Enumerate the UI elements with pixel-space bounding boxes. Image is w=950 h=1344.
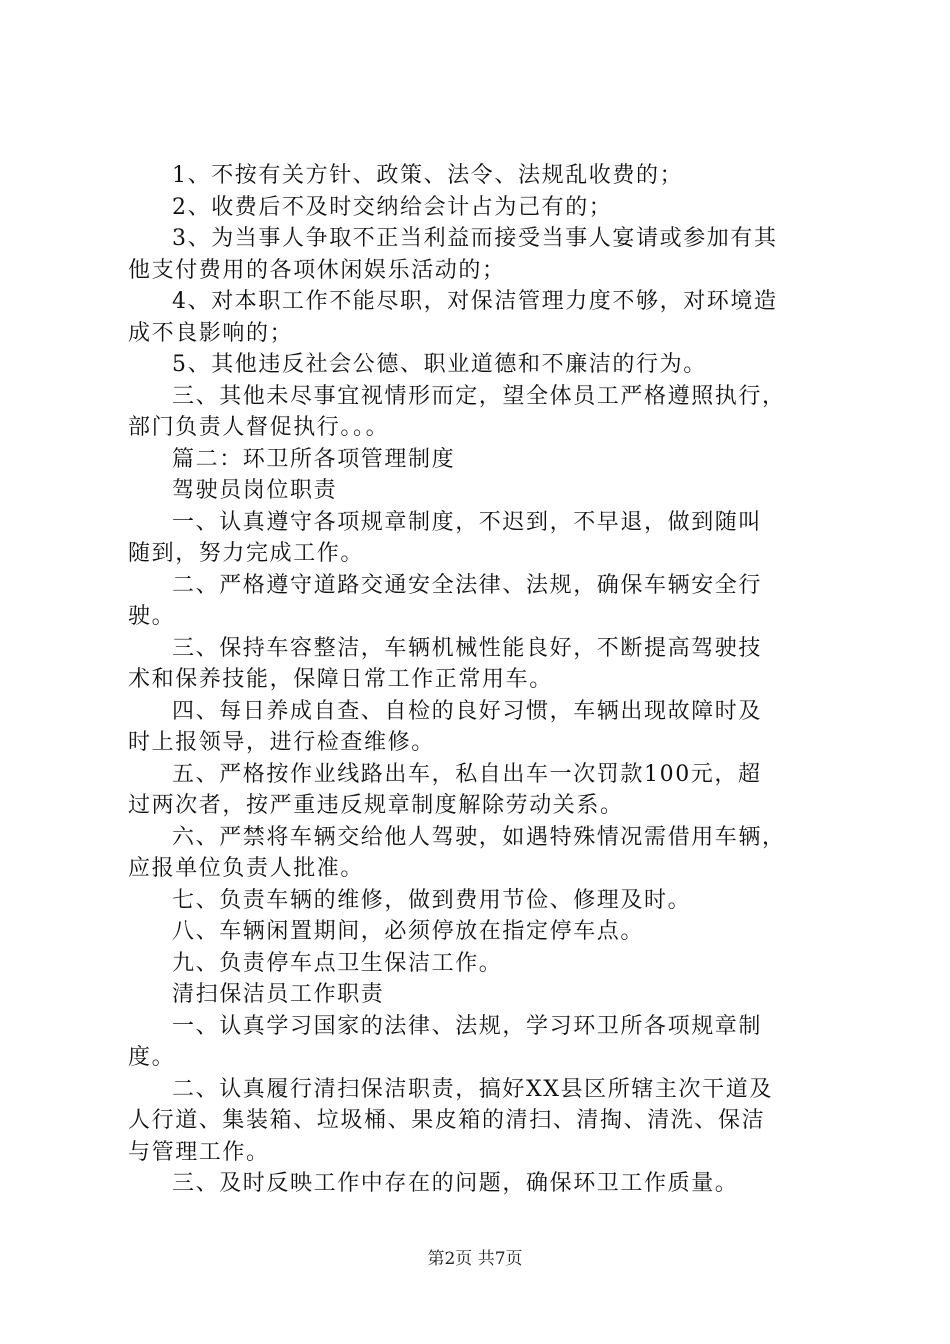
text-line: 清扫保洁员工作职责 [172, 982, 385, 1007]
text-line: 四、每日养成自查、自检的良好习惯，车辆出现故障时及 [172, 698, 763, 724]
text-line: 术和保养技能，保障日常工作正常用车。 [128, 667, 553, 692]
text-line: 时上报领导，进行检查维修。 [128, 730, 435, 755]
text-line: 5、其他违反社会公德、职业道德和不廉洁的行为。 [172, 352, 707, 377]
text-line: 二、认真履行清扫保洁职责，搞好XX县区所辖主次干道及 [172, 1076, 773, 1102]
text-line: 驶。 [128, 604, 176, 629]
text-line: 3、为当事人争取不正当利益而接受当事人宴请或参加有其 [172, 226, 778, 251]
text-line: 七、负责车辆的维修，做到费用节俭、修理及时。 [172, 887, 692, 913]
text-line: 他支付费用的各项休闲娱乐活动的； [128, 257, 506, 283]
text-line: 人行道、集装箱、垃圾桶、果皮箱的清扫、清掏、清洗、保洁 [128, 1108, 766, 1133]
document-body [128, 160, 840, 1200]
text-line: 与管理工作。 [128, 1139, 270, 1165]
text-line: 过两次者，按严重违反规章制度解除劳动关系。 [128, 793, 624, 818]
text-line: 1、不按有关方针、政策、法令、法规乱收费的； [172, 163, 684, 188]
text-line: 五、严格按作业线路出车，私自出车一次罚款100元，超 [172, 761, 762, 787]
text-line: 三、及时反映工作中存在的问题，确保环卫工作质量。 [172, 1171, 739, 1196]
text-line: 随到，努力完成工作。 [128, 541, 365, 566]
text-line: 二、严格遵守道路交通安全法律、法规，确保车辆安全行 [172, 572, 763, 598]
text-line: 九、负责停车点卫生保洁工作。 [172, 950, 503, 976]
text-line: 应报单位负责人批准。 [128, 856, 365, 881]
page-number: 第2页 共7页 [427, 1249, 523, 1269]
text-line: 篇二：环卫所各项管理制度 [172, 446, 456, 472]
text-line: 一、认真学习国家的法律、法规，学习环卫所各项规章制 [172, 1013, 763, 1039]
text-line: 三、其他未尽事宜视情形而定，望全体员工严格遵照执行， [172, 383, 786, 409]
text-line: 驾驶员岗位职责 [172, 478, 338, 503]
text-line: 三、保持车容整洁，车辆机械性能良好，不断提高驾驶技 [172, 635, 763, 661]
text-line: 4、对本职工作不能尽职，对保洁管理力度不够，对环境造 [172, 289, 778, 314]
text-line: 2、收费后不及时交纳给会计占为己有的； [172, 194, 613, 220]
text-line: 八、车辆闲置期间，必须停放在指定停车点。 [172, 919, 645, 944]
text-line: 六、严禁将车辆交给他人驾驶，如遇特殊情况需借用车辆， [172, 824, 786, 850]
text-line: 部门负责人督促执行。。。 [128, 415, 390, 440]
text-line: 度。 [128, 1045, 176, 1070]
text-line: 一、认真遵守各项规章制度，不迟到，不早退，做到随叫 [172, 509, 763, 535]
text-line: 成不良影响的； [128, 320, 294, 346]
